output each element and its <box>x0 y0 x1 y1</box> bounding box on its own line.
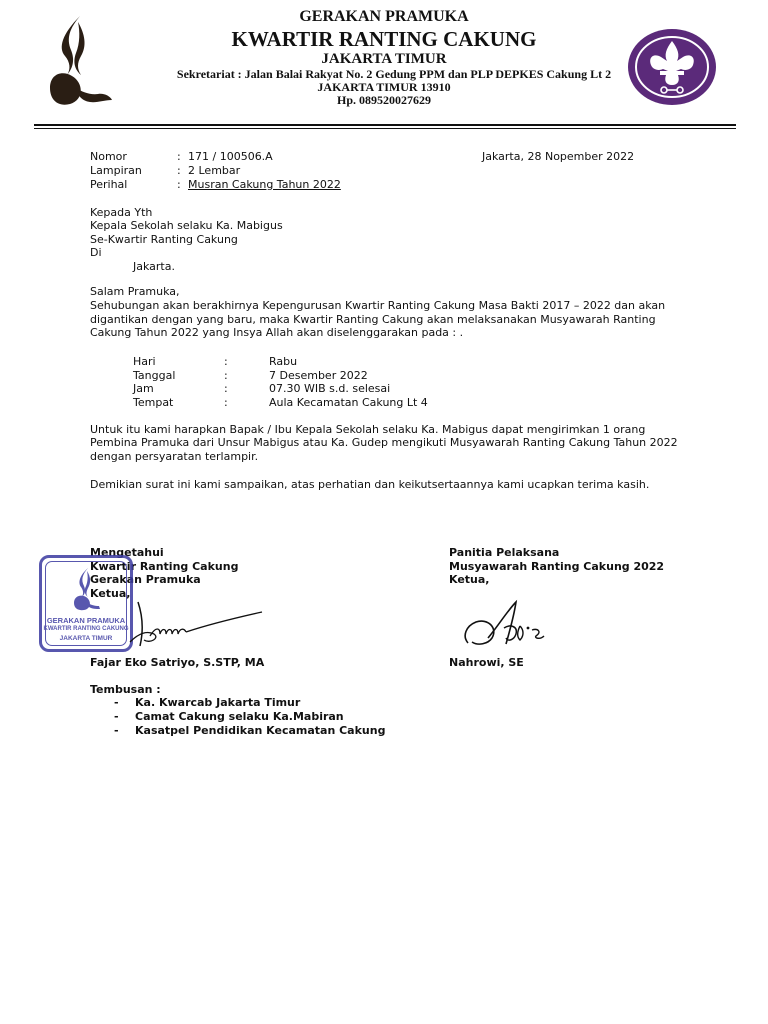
recipient-line: Di <box>90 246 102 259</box>
paragraph-line: Untuk itu kami harapkan Bapak / Ibu Kepala Sekolah selaku Ka. Mabigus dapat mengirimkan 1 orang <box>90 423 646 436</box>
paragraph-line: Pembina Pramuka dari Unsur Mabigus atau Ka. Gudep mengikuti Musyawarah Ranting Cakung Tahun 2022 <box>90 436 678 449</box>
tembusan-dash: - <box>114 696 119 709</box>
tembusan-text: Kasatpel Pendidikan Kecamatan Cakung <box>135 724 386 737</box>
stamp-text: JAKARTA TIMUR <box>59 635 113 642</box>
tembusan-dash: - <box>114 724 119 737</box>
schedule-label: Hari <box>133 355 156 368</box>
letterhead-address: Sekretariat : Jalan Balai Rakyat No. 2 Gedung PPM dan PLP DEPKES Cakung Lt 2 <box>176 67 612 81</box>
tembusan-item <box>90 710 385 724</box>
schedule-sep: : <box>224 396 228 409</box>
letterhead-title: KWARTIR RANTING CAKUNG <box>231 27 537 51</box>
meta-lampiran-sep: : <box>177 164 181 177</box>
tembusan-text: Ka. Kwarcab Jakarta Timur <box>135 696 301 709</box>
meta-nomor-label: Nomor <box>90 150 127 163</box>
paragraph-line: digantikan dengan yang baru, maka Kwartir Ranting Cakung akan melaksanakan Musyawarah Ranting <box>90 313 656 326</box>
signature-left <box>100 594 270 656</box>
signature-right <box>458 598 558 656</box>
sign-left-line: Ketua, <box>90 587 131 600</box>
tembusan-item <box>90 724 385 738</box>
paragraph-line: Sehubungan akan berakhirnya Kepengurusan Kwartir Ranting Cakung Masa Bakti 2017 – 2022 dan akan <box>90 299 666 312</box>
letterhead-org: GERAKAN PRAMUKA <box>299 8 469 25</box>
meta-perihal-label: Perihal <box>90 178 128 191</box>
schedule-sep: : <box>224 382 228 395</box>
meta-perihal-sep: : <box>177 178 181 191</box>
letterhead-rule-thick <box>34 124 736 126</box>
recipient-line: Kepada Yth <box>90 206 153 219</box>
tembusan-text: Camat Cakung selaku Ka.Mabiran <box>135 710 344 723</box>
letter-date: Jakarta, 28 Nopember 2022 <box>482 150 635 163</box>
tembusan-dash: - <box>114 710 119 723</box>
sign-left-name: Fajar Eko Satriyo, S.STP, MA <box>90 656 265 669</box>
schedule-sep: : <box>224 369 228 382</box>
stamp-text: GERAKAN PRAMUKA <box>46 616 126 625</box>
stamp-tunas-icon <box>72 566 102 612</box>
recipient-line: Kepala Sekolah selaku Ka. Mabigus <box>90 219 283 232</box>
sign-left-line: Kwartir Ranting Cakung <box>90 560 239 573</box>
recipient-line: Jakarta. <box>133 260 175 273</box>
sign-right-name: Nahrowi, SE <box>449 656 524 669</box>
tembusan-list <box>90 696 385 738</box>
meta-perihal-value: Musran Cakung Tahun 2022 <box>188 178 341 191</box>
schedule-value: Rabu <box>269 355 298 368</box>
paragraph-line: Cakung Tahun 2022 yang Insya Allah akan diselenggarakan pada : . <box>90 326 464 339</box>
paragraph-line: dengan persyaratan terlampir. <box>90 450 259 463</box>
tembusan-item <box>90 696 385 710</box>
meta-nomor-sep: : <box>177 150 181 163</box>
schedule-value: 07.30 WIB s.d. selesai <box>269 382 391 395</box>
schedule-label: Tanggal <box>133 369 176 382</box>
letterhead-region: JAKARTA TIMUR <box>321 51 447 67</box>
schedule-value: Aula Kecamatan Cakung Lt 4 <box>269 396 428 409</box>
letterhead-rule-thin <box>34 128 736 129</box>
closing-line: Demikian surat ini kami sampaikan, atas perhatian dan keikutsertaannya kami ucapkan terima kasih. <box>90 478 650 491</box>
letterhead-phone: Hp. 089520027629 <box>336 93 431 107</box>
stamp-text: KWARTIR RANTING CAKUNG <box>43 626 129 632</box>
letterhead-city: JAKARTA TIMUR 13910 <box>317 80 451 94</box>
meta-lampiran-value: 2 Lembar <box>188 164 241 177</box>
sign-left-line: Gerakan Pramuka <box>90 573 201 586</box>
sign-right-line: Ketua, <box>449 573 490 586</box>
meta-nomor-value: 171 / 100506.A <box>188 150 273 163</box>
greeting: Salam Pramuka, <box>90 285 180 298</box>
recipient-line: Se-Kwartir Ranting Cakung <box>90 233 238 246</box>
schedule-label: Tempat <box>133 396 174 409</box>
meta-lampiran-label: Lampiran <box>90 164 142 177</box>
tembusan-label: Tembusan : <box>90 683 161 696</box>
sign-right-line: Musyawarah Ranting Cakung 2022 <box>449 560 665 573</box>
schedule-value: 7 Desember 2022 <box>269 369 368 382</box>
schedule-sep: : <box>224 355 228 368</box>
sign-right-line: Panitia Pelaksana <box>449 546 560 559</box>
sign-left-line: Mengetahui <box>90 546 164 559</box>
schedule-label: Jam <box>133 382 154 395</box>
